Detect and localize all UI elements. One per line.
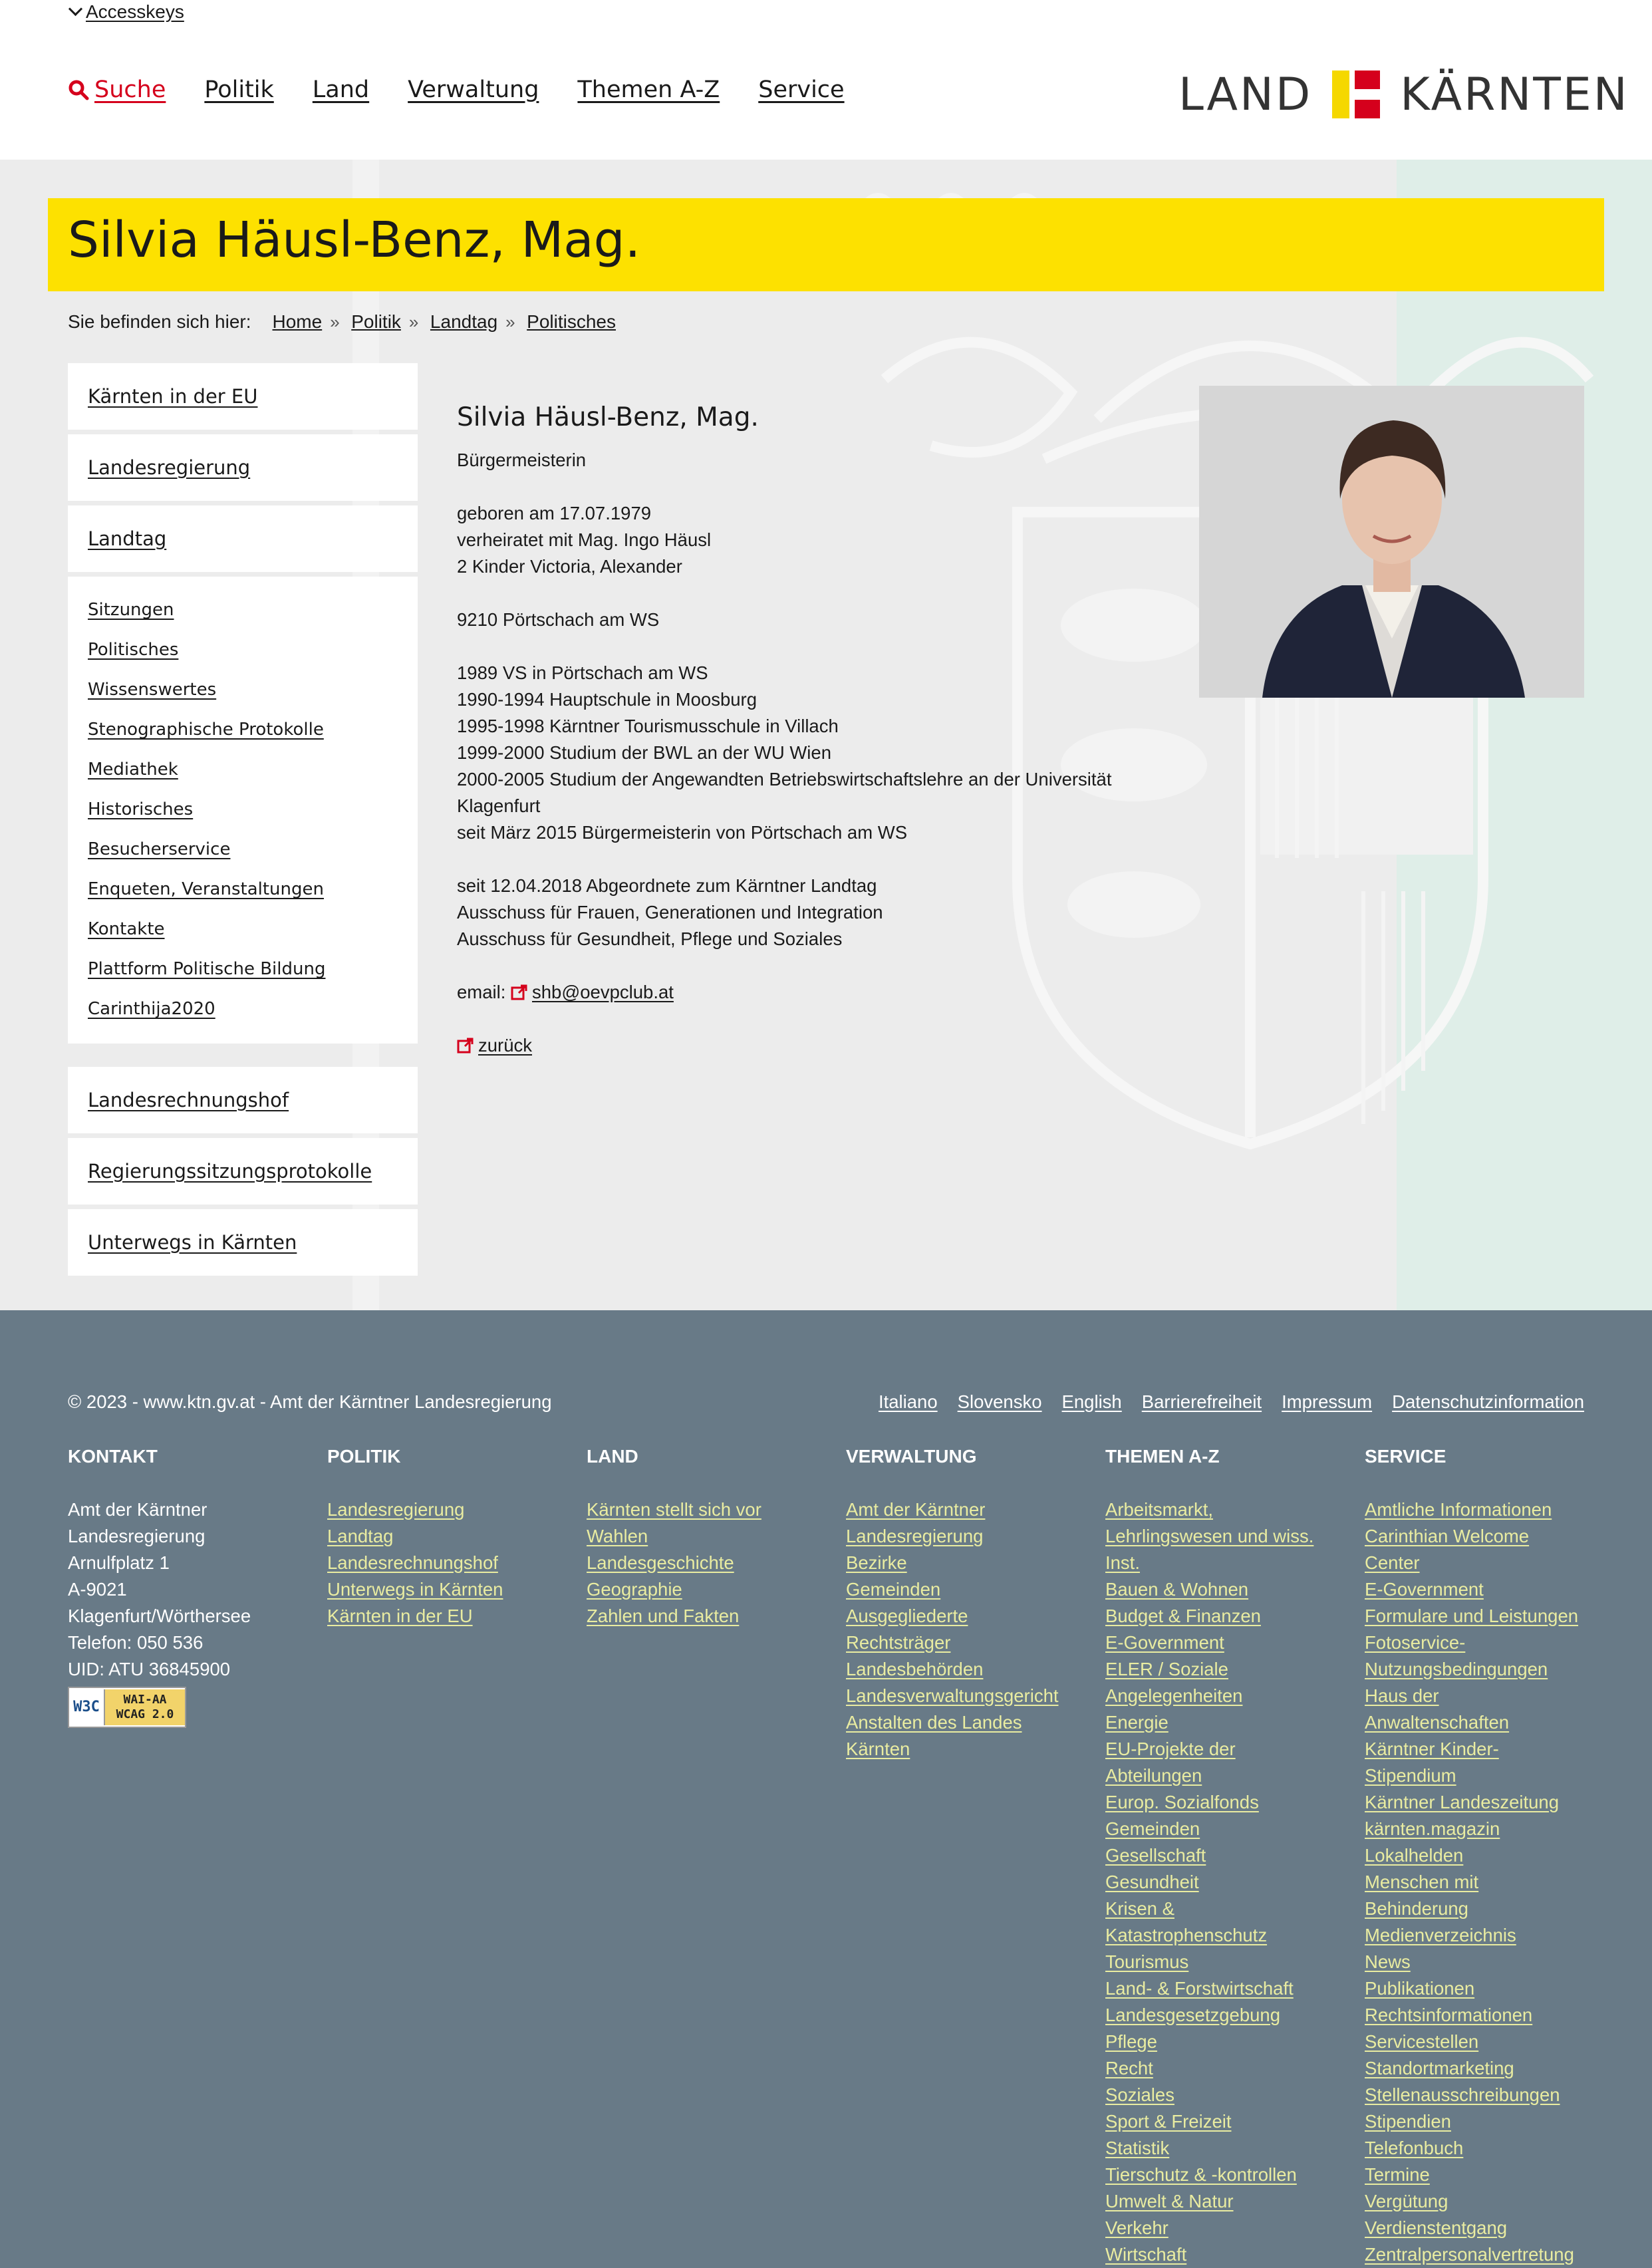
sidebar-subitem-carinthija2020[interactable]: Carinthija2020	[88, 999, 215, 1019]
footer-link[interactable]: Gesellschaft	[1105, 1845, 1206, 1866]
breadcrumb-separator-icon: »	[330, 311, 340, 332]
sidebar-item-regierungssitzungsprotokolle[interactable]: Regierungssitzungsprotokolle	[68, 1138, 418, 1205]
breadcrumb-politisches[interactable]: Politisches	[527, 311, 616, 332]
footer-link[interactable]: Zentralpersonalvertretung	[1365, 2244, 1574, 2265]
land-kaernten-logo[interactable]	[1178, 68, 1629, 121]
sidebar-item-kaernten-in-der-eu[interactable]: Kärnten in der EU	[68, 363, 418, 430]
footer-link[interactable]: Fotoservice-	[1365, 1632, 1466, 1653]
footer-link-italiano[interactable]: Italiano	[878, 1391, 938, 1412]
sidebar-subitem-politisches[interactable]: Politisches	[88, 640, 179, 660]
footer-link[interactable]: Verkehr	[1105, 2217, 1169, 2238]
footer-link[interactable]: Behinderung	[1365, 1898, 1468, 1919]
footer-heading-verwaltung: VERWALTUNG	[846, 1446, 977, 1467]
article	[457, 399, 1155, 1059]
footer-link[interactable]: Kärntner Landeszeitung	[1365, 1792, 1560, 1812]
footer-heading-politik: POLITIK	[327, 1446, 401, 1467]
footer-link[interactable]: Formulare und Leistungen	[1365, 1606, 1579, 1626]
breadcrumb-politik[interactable]: Politik	[351, 311, 401, 332]
footer-link[interactable]: Energie	[1105, 1712, 1169, 1733]
footer-link[interactable]: Wahlen	[587, 1526, 648, 1546]
nav-service[interactable]: Service	[758, 76, 845, 103]
email-label: email:	[457, 982, 506, 1002]
sidebar-subitem-sitzungen[interactable]: Sitzungen	[88, 600, 174, 620]
footer-column-verwaltung	[846, 1443, 1085, 1763]
footer-link[interactable]: Land- & Forstwirtschaft	[1105, 1978, 1294, 1999]
footer-link[interactable]: Standortmarketing	[1365, 2058, 1514, 2078]
sidebar-item-landesrechnungshof[interactable]: Landesrechnungshof	[68, 1067, 418, 1133]
footer-column-land	[587, 1443, 826, 1630]
footer-link[interactable]: ELER / Soziale	[1105, 1659, 1228, 1679]
footer-link[interactable]: Tourismus	[1105, 1951, 1189, 1972]
wcag-badge[interactable]: W3C WAI-AA WCAG 2.0	[68, 1687, 186, 1728]
breadcrumb-home[interactable]: Home	[272, 311, 323, 332]
footer-link[interactable]: Arbeitsmarkt,	[1105, 1499, 1213, 1520]
footer-column-kontakt: KONTAKT Amt der Kärntner Landesregierung Arnulfplatz 1 A-9021 Klagenfurt/Wörthersee Telefon: 050 536 UID: ATU 36845900 W3C WAI-AA WCAG 2.0	[68, 1443, 307, 1728]
logo-text-land: LAND	[1178, 68, 1313, 121]
footer-language-links	[879, 1391, 1584, 1413]
footer-link[interactable]: Stipendium	[1365, 1765, 1456, 1786]
footer-link[interactable]: Landesregierung	[846, 1526, 984, 1546]
external-link-icon	[511, 984, 528, 1001]
breadcrumb-label: Sie befinden sich hier:	[68, 311, 251, 332]
footer-link[interactable]: Nutzungsbedingungen	[1365, 1659, 1548, 1679]
nav-politik[interactable]: Politik	[204, 76, 274, 103]
article-role: Bürgermeisterin	[457, 450, 587, 470]
footer-link[interactable]: Landtag	[327, 1526, 394, 1546]
footer-link[interactable]: Landesrechnungshof	[327, 1552, 498, 1573]
article-career: 1989 VS in Pörtschach am WS 1990-1994 Hauptschule in Moosburg 1995-1998 Kärntner Tourismusschule in Villach 1999-2000 Studium der BWL an der WU Wien 2000-2005 Studium der Angewandten Betriebswirtschaftslehre an der Universität Klagenfurt seit März 2015 Bürgermeisterin von Pörtschach am WS	[457, 662, 1112, 843]
footer-link[interactable]: Center	[1365, 1552, 1420, 1573]
footer-link[interactable]: Landesgesetzgebung	[1105, 2005, 1281, 2025]
nav-themen-a-z[interactable]: Themen A-Z	[577, 76, 720, 103]
footer-link[interactable]: Budget & Finanzen	[1105, 1606, 1261, 1626]
sidebar-subitem-stenographische-protokolle[interactable]: Stenographische Protokolle	[88, 720, 324, 740]
sidebar-subitem-mediathek[interactable]: Mediathek	[88, 760, 178, 780]
portrait-photo	[1199, 386, 1584, 698]
footer-link[interactable]: Rechtsinformationen	[1365, 2005, 1533, 2025]
footer-link[interactable]: Servicestellen	[1365, 2031, 1479, 2052]
footer-link[interactable]: Unterwegs in Kärnten	[327, 1579, 503, 1600]
footer-link[interactable]: Gemeinden	[846, 1579, 941, 1600]
breadcrumb-separator-icon: »	[408, 311, 419, 332]
footer-link[interactable]: Statistik	[1105, 2138, 1170, 2158]
footer-link[interactable]: Inst.	[1105, 1552, 1140, 1573]
footer-link[interactable]: Menschen mit	[1365, 1872, 1479, 1892]
footer-link[interactable]: Gemeinden	[1105, 1818, 1200, 1839]
footer-link[interactable]: Gesundheit	[1105, 1872, 1199, 1892]
sidebar	[68, 363, 418, 1280]
nav-search-label: Suche	[94, 76, 166, 103]
chevron-down-icon	[69, 2, 82, 16]
nav-verwaltung[interactable]: Verwaltung	[408, 76, 539, 103]
copyright: © 2023 - www.ktn.gv.at - Amt der Kärntner Landesregierung	[68, 1391, 552, 1412]
footer-link[interactable]: EU-Projekte der	[1105, 1739, 1236, 1759]
footer-link[interactable]: News	[1365, 1951, 1411, 1972]
article-address: 9210 Pörtschach am WS	[457, 609, 660, 630]
footer-link[interactable]: Zahlen und Fakten	[587, 1606, 740, 1626]
footer-link[interactable]: Landesgeschichte	[587, 1552, 734, 1573]
footer-link[interactable]: Anwaltenschaften	[1365, 1712, 1510, 1733]
footer-link[interactable]: Verdienstentgang	[1365, 2217, 1508, 2238]
footer-link[interactable]: Publikationen	[1365, 1978, 1475, 1999]
footer-heading-land: LAND	[587, 1446, 638, 1467]
footer-link[interactable]: Stipendien	[1365, 2111, 1451, 2132]
footer-link[interactable]: Kärnten in der EU	[327, 1606, 473, 1626]
footer-link[interactable]: E-Government	[1105, 1632, 1224, 1653]
footer-link[interactable]: Krisen &	[1105, 1898, 1174, 1919]
footer-heading-themen: THEMEN A-Z	[1105, 1446, 1220, 1467]
footer-link[interactable]: Tierschutz & -kontrollen	[1105, 2164, 1297, 2185]
footer-link[interactable]: Wirtschaft	[1105, 2244, 1187, 2265]
nav-land[interactable]: Land	[312, 76, 370, 103]
main-navigation	[68, 76, 845, 103]
footer-link[interactable]: Landesbehörden	[846, 1659, 984, 1679]
footer-link[interactable]: kärnten.magazin	[1365, 1818, 1500, 1839]
article-email-row	[457, 979, 1155, 1006]
footer-link[interactable]: Kärnten stellt sich vor	[587, 1499, 761, 1520]
logo-mark-icon	[1332, 71, 1380, 118]
footer-link[interactable]: Anstalten des Landes	[846, 1712, 1022, 1733]
article-personal: geboren am 17.07.1979 verheiratet mit Mag. Ingo Häusl 2 Kinder Victoria, Alexander	[457, 503, 712, 577]
sidebar-subitem-plattform-politische-bildung[interactable]: Plattform Politische Bildung	[88, 959, 326, 979]
footer-link[interactable]: Recht	[1105, 2058, 1153, 2078]
footer-link[interactable]: Medienverzeichnis	[1365, 1925, 1516, 1945]
footer-link-datenschutz[interactable]: Datenschutzinformation	[1392, 1391, 1584, 1412]
sidebar-subitem-kontakte[interactable]: Kontakte	[88, 919, 165, 939]
footer-link[interactable]: E-Government	[1365, 1579, 1484, 1600]
footer-link[interactable]: Bezirke	[846, 1552, 907, 1573]
footer-link[interactable]: Sport & Freizeit	[1105, 2111, 1232, 2132]
w3c-logo-icon: W3C	[69, 1689, 105, 1725]
footer-link[interactable]: Rechtsträger	[846, 1632, 951, 1653]
email-link[interactable]: shb@oevpclub.at	[511, 982, 674, 1002]
footer-link[interactable]: Soziales	[1105, 2084, 1174, 2105]
article-heading: Silvia Häusl-Benz, Mag.	[457, 402, 759, 432]
footer-link[interactable]: Telefonbuch	[1365, 2138, 1464, 2158]
footer-link[interactable]: Europ. Sozialfonds	[1105, 1792, 1259, 1812]
footer-link[interactable]: Umwelt & Natur	[1105, 2191, 1234, 2211]
footer-link[interactable]: Bauen & Wohnen	[1105, 1579, 1249, 1600]
footer-link[interactable]: Geographie	[587, 1579, 682, 1600]
sidebar-submenu-landtag	[68, 577, 418, 1044]
footer-link[interactable]: Stellenausschreibungen	[1365, 2084, 1560, 2105]
footer-link[interactable]: Vergütung	[1365, 2191, 1448, 2211]
sidebar-subitem-historisches[interactable]: Historisches	[88, 799, 194, 819]
footer-link[interactable]: Haus der	[1365, 1685, 1439, 1706]
footer-link[interactable]: Katastrophenschutz	[1105, 1925, 1268, 1945]
sidebar-item-landtag[interactable]: Landtag	[68, 505, 418, 572]
page-title: Silvia Häusl-Benz, Mag.	[68, 212, 641, 269]
footer-link[interactable]: Termine	[1365, 2164, 1430, 2185]
footer-link[interactable]: Amtliche Informationen	[1365, 1499, 1552, 1520]
footer-column-politik	[327, 1443, 567, 1630]
footer-link[interactable]: Carinthian Welcome	[1365, 1526, 1530, 1546]
sidebar-subitem-enqueten-veranstaltungen[interactable]: Enqueten, Veranstaltungen	[88, 879, 324, 899]
accesskeys-toggle[interactable]	[68, 1, 184, 23]
footer-heading-service: SERVICE	[1365, 1446, 1446, 1467]
footer	[0, 1310, 1652, 2268]
footer-link[interactable]: Kärnten	[846, 1739, 910, 1759]
footer-link[interactable]: Abteilungen	[1105, 1765, 1202, 1786]
footer-link[interactable]: Lokalhelden	[1365, 1845, 1464, 1866]
sidebar-subitem-besucherservice[interactable]: Besucherservice	[88, 839, 231, 859]
footer-link[interactable]: Pflege	[1105, 2031, 1157, 2052]
breadcrumb-landtag[interactable]: Landtag	[430, 311, 498, 332]
logo-text-kaernten: KÄRNTEN	[1400, 68, 1629, 121]
footer-link[interactable]: Ausgegliederte	[846, 1606, 968, 1626]
footer-link[interactable]: Landesregierung	[327, 1499, 465, 1520]
footer-link-english[interactable]: English	[1061, 1391, 1122, 1412]
nav-search[interactable]	[68, 76, 166, 103]
footer-link[interactable]: Amt der Kärntner	[846, 1499, 986, 1520]
footer-column-service	[1365, 1443, 1604, 2268]
footer-heading-kontakt: KONTAKT	[68, 1446, 158, 1467]
article-landtag: seit 12.04.2018 Abgeordnete zum Kärntner Landtag Ausschuss für Frauen, Generationen und Integration Ausschuss für Gesundheit, Pflege und Soziales	[457, 875, 883, 949]
footer-link[interactable]: Angelegenheiten	[1105, 1685, 1243, 1706]
back-link[interactable]: zurück	[457, 1032, 1155, 1059]
footer-link-impressum[interactable]: Impressum	[1282, 1391, 1373, 1412]
sidebar-item-unterwegs-in-kaernten[interactable]: Unterwegs in Kärnten	[68, 1209, 418, 1276]
footer-link[interactable]: Landesverwaltungsgericht	[846, 1685, 1059, 1706]
breadcrumb-separator-icon: »	[505, 311, 515, 332]
footer-column-themen	[1105, 1443, 1345, 2268]
footer-link-barrierefreiheit[interactable]: Barrierefreiheit	[1141, 1391, 1262, 1412]
footer-link-slovensko[interactable]: Slovensko	[957, 1391, 1042, 1412]
footer-link[interactable]: Lehrlingswesen und wiss.	[1105, 1526, 1314, 1546]
search-icon	[68, 79, 89, 100]
accesskeys-label: Accesskeys	[86, 1, 184, 22]
external-link-icon	[457, 1037, 474, 1054]
sidebar-subitem-wissenswertes[interactable]: Wissenswertes	[88, 680, 217, 700]
footer-link[interactable]: Kärntner Kinder-	[1365, 1739, 1499, 1759]
sidebar-item-landesregierung[interactable]: Landesregierung	[68, 434, 418, 501]
breadcrumb	[68, 311, 616, 333]
